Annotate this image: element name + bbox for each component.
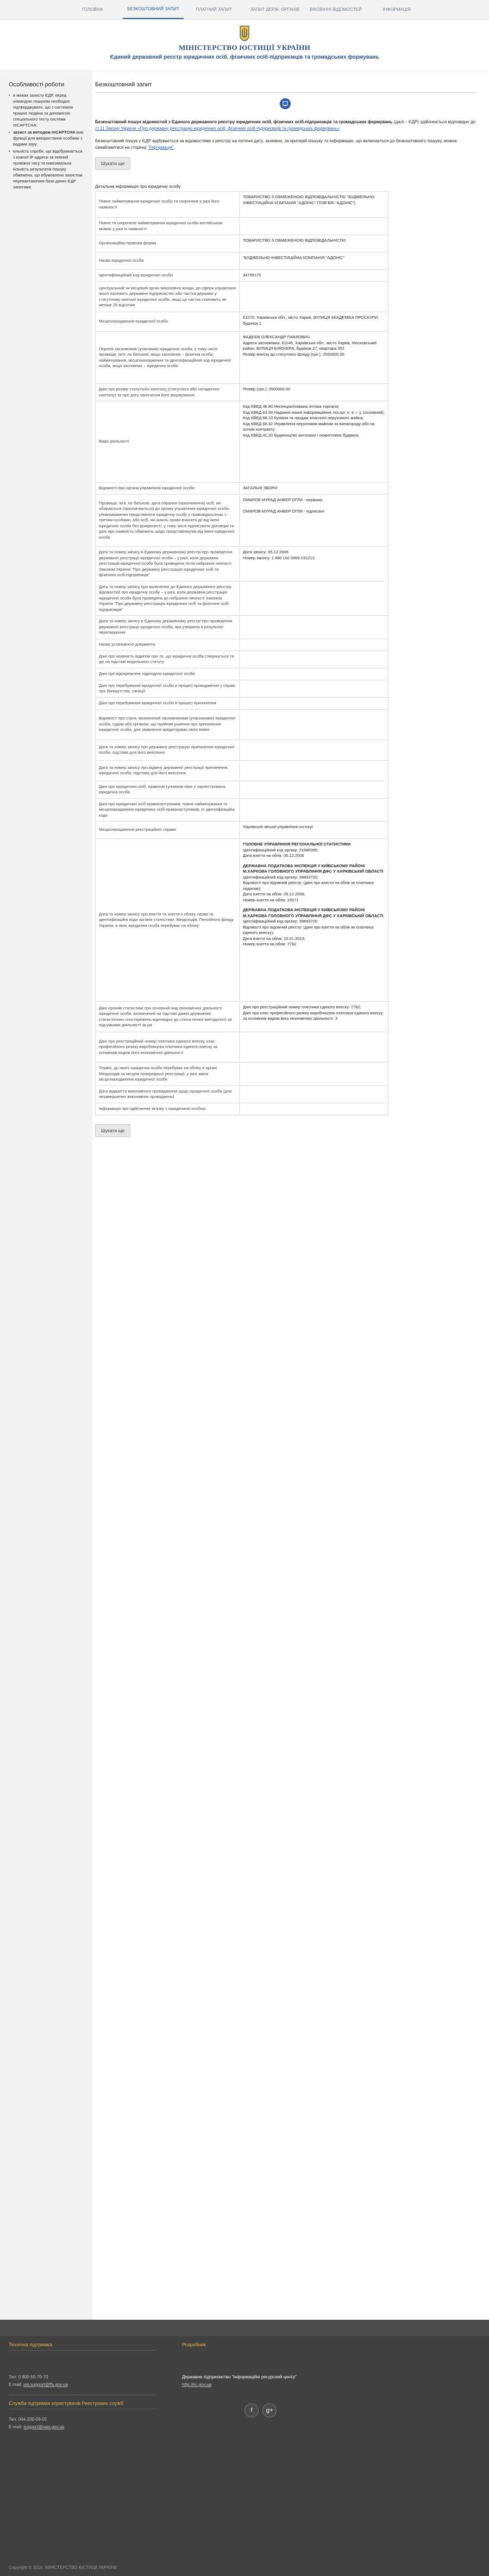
row-label: Дані про перебування юридичної особи в процесі провадження у справі про банкрутство, санації — [96, 680, 240, 697]
row-value — [240, 709, 388, 740]
agency-detail: Ідентифікаційний код органу: 39893720; — [243, 919, 319, 924]
support-email-link[interactable]: usr.support@ffs.gov.ua — [23, 2382, 68, 2387]
row-value: ТОВАРИСТВО З ОБМЕЖЕНОЮ ВІДПОВІДАЛЬНІСТЮ "БУДІВЕЛЬНО-ІНВЕСТИЦІЙНА КОМПАНІЯ "АДОНІС" (ТОВ"БІК "АДОНІС") — [240, 192, 388, 218]
agency-detail: Ідентифікаційний код органу: 21680000; — [243, 847, 319, 853]
row-label: Термін, до якого юридична особа перебуває на обліку в органі Міндоходів за місцем попередньої реєстрації, у разі зміни місцезнаходження юридичної особи — [96, 1063, 240, 1086]
agency-detail: Дата взяття на облік: 06.12.2006 — [243, 853, 304, 858]
row-value: Розмір (грн.): 2500000.00 — [240, 384, 388, 401]
row-label: Дата та номер запису про включення до Єдиного державного реєстру відомостей про юридичну особу – у разі, коли державна реєстрація юридичної особи була проведена до набрання чинності Законом України "Про державну реєстрацію юридичних осіб та фізичних осіб-підприємців" — [96, 581, 240, 616]
row-value — [240, 218, 388, 235]
row-label: Дані про наявність відмітки про те, що юридична особа створюється та діє на підставі модельного статуту — [96, 651, 240, 668]
row-label: Дата та номер запису в Єдиному державному реєстрі про проведення державної реєстрації юридичної особи – у разі, коли державна реєстрація юридичної особи була проведена після набрання чинності Законом України "Про державну реєстрацію юридичних осіб та фізичних осіб-підприємців" — [96, 547, 240, 582]
row-value: 34755170 — [240, 270, 388, 282]
row-value: ТОВАРИСТВО З ОБМЕЖЕНОЮ ВІДПОВІДАЛЬНІСТЮ — [240, 235, 388, 252]
nav-home[interactable]: ГОЛОВНА — [82, 7, 103, 12]
table-row — [96, 235, 388, 252]
row-value — [240, 680, 388, 697]
row-value — [240, 282, 388, 312]
table-row — [96, 312, 388, 332]
sidebar-title: Особливості роботи — [9, 81, 65, 88]
row-value — [240, 781, 388, 798]
developer-site-link[interactable]: http://irc.gov.ua — [182, 2382, 212, 2387]
row-value — [240, 740, 388, 760]
table-row — [96, 781, 388, 798]
row-label: Ідентифікаційний код юридичної особи — [96, 270, 240, 282]
top-navigation — [0, 0, 489, 20]
intro-text-2 — [95, 138, 475, 150]
table-row — [96, 740, 388, 760]
row-label: Інформація про здійснення зв'язку з юридичною особою — [96, 1103, 240, 1115]
table-row — [96, 282, 388, 312]
facebook-icon[interactable]: f — [244, 2403, 259, 2417]
info-icon — [280, 98, 291, 109]
content — [95, 72, 475, 1137]
agency-detail: Відомості про відомчий реєстр: (дані про взяття на облік як платника єдиного внеску); — [243, 924, 374, 935]
row-value — [240, 697, 388, 709]
row-value — [240, 668, 388, 680]
search-again-button[interactable]: Шукати ще — [95, 157, 130, 170]
row-label: Дата відкриття виконавчого провадження щодо юридичної особи (для незавершених виконавчих проваджень) — [96, 1085, 240, 1103]
row-label: Види діяльності — [96, 401, 240, 483]
coat-of-arms-icon — [239, 25, 250, 41]
agency-detail: Ідентифікаційний код органу: 39893720; — [243, 874, 319, 880]
sidebar-item-text: має функції для використання особами з вадами зору; — [13, 130, 84, 147]
table-row — [96, 798, 388, 822]
table-row — [96, 252, 388, 270]
row-value — [240, 839, 388, 1002]
table-row — [96, 384, 388, 401]
row-label: Місцезнаходження юридичної особи — [96, 312, 240, 332]
main-area — [0, 72, 489, 2320]
sidebar-item — [9, 129, 85, 147]
table-row — [96, 651, 388, 668]
table-row — [96, 639, 388, 651]
details-table — [95, 191, 388, 1115]
nav-free-request[interactable]: БЕЗКОШТОВНИЙ ЗАПИТ — [123, 0, 184, 19]
law-link[interactable]: ст.11 Закону України «Про державну реєстрацію юридичних осіб, фізичних осіб-підприємців та громадських формувань» — [95, 125, 340, 131]
row-value: Дані про реєстраційний номер платника єдиного внеску: 7762; Дані про клас професійного ризику виробництва платника єдиного внеску за основним видом його економічної діяльності: 3 — [240, 1002, 388, 1032]
table-row — [96, 822, 388, 839]
row-label: Дані про реєстраційний номер платника єдиного внеску, клас професійного ризику виробництва платника єдиного внеску за основним видом його економічної діяльності — [96, 1032, 240, 1063]
footer — [0, 2320, 489, 2576]
row-label: Дані про розмір статутного капіталу (статутного або складеного капіталу) та про дату закінчення його формування — [96, 384, 240, 401]
table-row — [96, 668, 388, 680]
row-value — [240, 639, 388, 651]
table-row — [96, 760, 388, 781]
row-label: Місцезнаходження реєстраційної справи — [96, 822, 240, 839]
nav-records[interactable]: ВІКОВІННІ ВІДОМОСТЕЙ — [310, 7, 362, 12]
details-heading: Детальна інформація про юридичну особу — [95, 184, 181, 189]
agency-detail: Відомості про відомчий реєстр: (дані про взяття на облік як платника податків); — [243, 880, 374, 891]
agency-detail: Дата взяття на облік: 05.12.2006; — [243, 892, 305, 896]
information-link[interactable]: "Інформація" — [147, 144, 174, 150]
table-row — [96, 839, 388, 1002]
sidebar-item-bold: захист за методом reCAPTCHA — [13, 130, 76, 135]
row-value: Код КВЕД 46.90 Неспеціалізована оптова торгівля; Код КВЕД 63.99 Надання інших інформаційних послуг, н. в. і. у. (основний); Код КВЕД 68.10 Купівля та продаж власного нерухомого майна; Код КВЕД 68.32 Управління нерухомим майном за винагороду або на основі контракту; Код КВЕД 41.20 Будівництво житлових і нежитлових будівель — [240, 401, 388, 483]
row-label: Дані органів статистики про основний вид економічної діяльності юридичної особи, визначений на підставі даних державних статистичних спостережень відповідно до статистичної методології за підсумками діяльності за рік — [96, 1002, 240, 1032]
registry-subtitle: Єдиний державний реєстр юридичних осіб, фізичних осіб-підприємців та громадських формувань — [110, 54, 379, 60]
table-row — [96, 483, 388, 495]
agency-name: ГОЛОВНЕ УПРАВЛІННЯ РЕГІОНАЛЬНОЇ СТАТИСТИКИ — [243, 842, 351, 847]
table-row — [96, 1002, 388, 1032]
row-value — [240, 1103, 388, 1115]
row-label: Дата та номер запису в Єдиному державному реєстрі про проведення державної реєстрації юридичної особи, яка утворена в результаті перетворення — [96, 616, 240, 639]
support-email: E-mail: usr.support@ffs.gov.ua — [9, 2382, 68, 2387]
nav-information[interactable]: ІНФОРМАЦІЯ — [383, 7, 411, 12]
footer-band — [0, 2320, 489, 2336]
row-value — [240, 798, 388, 822]
row-label: Назва установчого документа — [96, 639, 240, 651]
table-row — [96, 547, 388, 582]
ministry-title: МІНІСТЕРСТВО ЮСТИЦІЇ УКРАЇНИ — [178, 43, 311, 52]
developer-title: Розробник — [182, 2342, 206, 2347]
user-support-title: Служба підтримки користувачів Реєстрових служб — [9, 2401, 123, 2406]
search-again-bottom-button[interactable]: Шукати ще — [95, 1124, 130, 1137]
intro-bold: Безкоштовний пошук відомостей з Єдиного державного реєстру юридичних осіб, фізичних осіб-підприємців та громадських формувань — [95, 119, 393, 124]
support-title: Технічна підтримка — [9, 2342, 53, 2347]
agency-detail: Номер взяття на облік: 16571 — [243, 897, 299, 902]
sidebar-list — [9, 92, 85, 190]
table-row — [96, 192, 388, 218]
row-label: Дата та номер запису про взяття та зняття з обліку, назва та ідентифікаційні коди органів статистики, Міндоходів, Пенсійного фонду України, в яких юридична особа перебуває на обліку: — [96, 839, 240, 1002]
page-title: Безкоштовний запит — [95, 81, 152, 88]
row-label: Відомості про строк, визначений засновниками (учасниками) юридичної особи, судом або органом, що прийняв рішення про припинення юридичної особи, для заявлення кредиторами своїх вимог — [96, 709, 240, 740]
row-label: Відомості про органи управління юридичної особи — [96, 483, 240, 495]
table-row — [96, 495, 388, 547]
row-label: Повне найменування юридичної особи та скорочене у разі його наявності — [96, 192, 240, 218]
user-support-phone: Тел: 044-200-09-02 — [9, 2417, 47, 2422]
nav-paid-request[interactable]: ПЛАТНИЙ ЗАПИТ — [196, 7, 233, 12]
table-row — [96, 1032, 388, 1063]
row-label: Назва юридичної особи — [96, 252, 240, 270]
row-label: Центральний чи місцевий орган виконавчої влади, до сфери управління якого належить державне підприємство або частка держави у статутному капіталі юридичної особи, якщо ця частка становить не менше 25 відсотків — [96, 282, 240, 312]
developer-site — [182, 2382, 211, 2388]
table-row — [96, 332, 388, 384]
table-row — [96, 616, 388, 639]
table-row — [96, 581, 388, 616]
table-row — [96, 680, 388, 697]
agency-name: ДЕРЖАВНА ПОДАТКОВА ІНСПЕКЦІЯ У КИЇВСЬКОМУ РАЙОНІ М.ХАРКОВА ГОЛОВНОГО УПРАВЛІННЯ ДФС У ХАРКІВСЬКІЙ ОБЛАСТІ — [243, 907, 384, 918]
agency-detail: Номер взяття на облік: 7762 — [243, 942, 297, 946]
site-header — [0, 20, 489, 71]
table-row — [96, 1063, 388, 1086]
developer-name: Державне підприємство "Інформаційні ресурсний центр" — [182, 2375, 297, 2379]
details-table-body — [96, 192, 388, 1115]
row-value: "БУДІВЕЛЬНО-ІНВЕСТИЦІЙНА КОМПАНІЯ "АДОНІС" — [240, 252, 388, 270]
row-value: ФАДЄЄВ ОЛЕКСАНДР ПАВЛОВИЧ Адреса засновника: 61146, Харківська обл., місто Харків, Московський район, ВУЛИЦЯ БЛЮХЕРА, будинок 27, квартира 352 Розмір внеску до статутного фонду (грн.): 2500000.00 — [240, 332, 388, 384]
footer-divider — [9, 2350, 155, 2351]
intro-end: . — [339, 125, 341, 131]
row-value — [240, 616, 388, 639]
row-value — [240, 760, 388, 781]
nav-gov-request[interactable]: ЗАПИТ ДЕРЖ. ОРГАНІВ — [250, 7, 300, 12]
table-row — [96, 1085, 388, 1103]
row-label: Прізвище, ім'я, по батькові, дата обрання (призначення) осіб, які обираються (призначаються) до органу управління юридичної особи, уповноважених представляти юридичну особу у правовідносинах з третіми особами, або осіб, які мають право вчиняти дії від імені юридичної особи без довіреності, у тому числі підписувати договори та дані про наявність обмежень щодо представництва від імені юридичної особи — [96, 495, 240, 547]
agency-detail: Дата взяття на облік: 10.01.2013; — [243, 936, 305, 941]
user-support-email: E-mail: support@nais.gov.ua — [9, 2425, 65, 2429]
row-value — [240, 581, 388, 616]
row-value — [240, 1063, 388, 1086]
row-value — [240, 1085, 388, 1103]
support-phone: Тел: 0 800-50-70-70 — [9, 2375, 48, 2379]
row-label: Перелік засновників (учасників) юридичної особи, у тому числі прізвище, ім'я, по батькові, якщо засновник – фізична особа; найменування, місцезнаходження та ідентифікаційний код юридичної особи, якщо засновник – юридична особа — [96, 332, 240, 384]
row-label: Дата та номер запису про відміну державної реєстрації припинення юридичної особи, підстава для його внесення — [96, 760, 240, 781]
row-value: Дата запису: 05.12.2006 Номер запису: 1 480 102 0000 031213 — [240, 547, 388, 582]
user-support-email-link[interactable]: support@nais.gov.ua — [23, 2425, 65, 2429]
row-label: Організаційно-правова форма — [96, 235, 240, 252]
row-label: Дані про юридичних осіб, правонаступником яких є зареєстрована юридична особа — [96, 781, 240, 798]
intro-text — [95, 119, 475, 131]
row-label: Дата та номер запису про державну реєстрацію припинення юридичної особи, підстава для його внесення — [96, 740, 240, 760]
table-row — [96, 697, 388, 709]
copyright: Copyright © 2016, МІНІСТЕРСТВО ЮСТИЦІЇ УКРАЇНИ — [9, 2565, 117, 2570]
agency-name: ДЕРЖАВНА ПОДАТКОВА ІНСПЕКЦІЯ У КИЇВСЬКОМУ РАЙОНІ М.ХАРКОВА ГОЛОВНОГО УПРАВЛІННЯ ДФС У ХАРКІВСЬКІЙ ОБЛАСТІ — [243, 863, 384, 874]
table-row — [96, 1103, 388, 1115]
table-row — [96, 401, 388, 483]
intro2-text: Безкоштовний пошук у ЄДР відбувається за відомостями з реєстру на поточні дату, залежно, за критерій пошуку та інформацію, що включається до безкоштовного пошуку, можна ознайомитися на сторінці — [95, 138, 457, 150]
table-row — [96, 270, 388, 282]
row-value — [240, 651, 388, 668]
intro-mid: (далі – ЄДР) здійснюється відповідно до — [392, 119, 475, 124]
row-label: Повне та скорочене найменування юридичної особи англійською мовою у разі їх наявності — [96, 218, 240, 235]
sidebar-item: • в межах захисту ЄДР, перед командою пошуком необхідно підтверджувати, що з системою працює людина за допомогою спеціального тесту системи reCAPTCHA; — [9, 92, 85, 128]
intro2-end: . — [174, 144, 175, 150]
row-value: Харківське міське управління юстиції — [240, 822, 388, 839]
google-plus-icon[interactable]: g+ — [262, 2403, 277, 2417]
row-value: 61070, Харківська обл., місто Харків, ВУЛИЦЯ АКАДЕМІКА ПРОСКУРИ, будинок 1 — [240, 312, 388, 332]
row-value: ЗАГАЛЬНІ ЗБОРИ — [240, 483, 388, 495]
row-label: Дані про відокремлені підрозділи юридичної особи — [96, 668, 240, 680]
table-row — [96, 709, 388, 740]
divider — [95, 92, 475, 93]
table-row — [96, 218, 388, 235]
row-value — [240, 1032, 388, 1063]
sidebar-item: • кількість спроби, що відображається з кожної IP-адреси за певний проміжок часу та максимальна кількість результатів пошуку обмежена, що обумовлено захистом перевантаження бази даних ЄДР запитами. — [9, 148, 85, 190]
row-value: ОМАРОВ МУРАД АНВЕР ОГЛИ - керівник; ОМАРОВ МУРАД АНВЕР ОГЛИ - підписант — [240, 495, 388, 547]
row-label: Дані про перебування юридичної особи в процесі припинення — [96, 697, 240, 709]
sidebar — [0, 72, 92, 2320]
row-label: Дані про юридичних осіб-правонаступників: повне найменування та місцезнаходження юридичних осіб-правонаступників, їх ідентифікаційні коди — [96, 798, 240, 822]
